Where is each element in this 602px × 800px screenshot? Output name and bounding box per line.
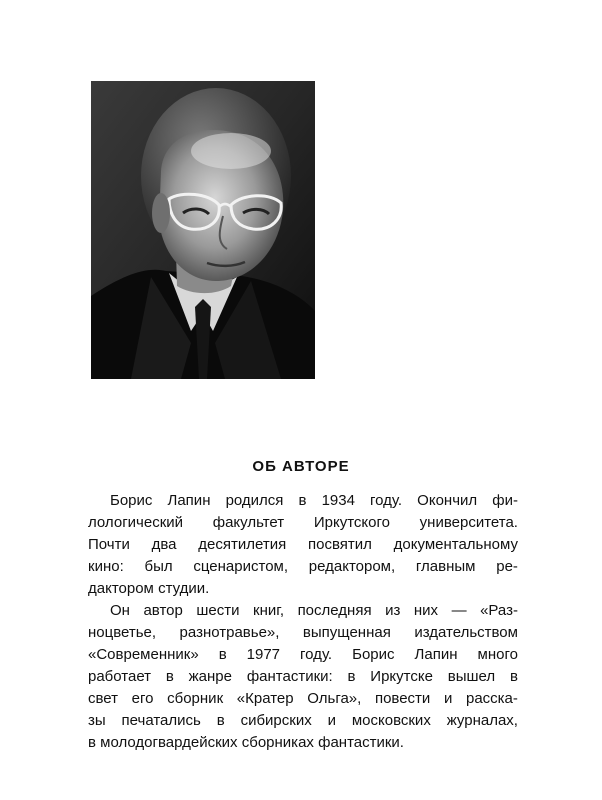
text-line (88, 512, 518, 534)
word: автор (143, 602, 183, 619)
word: в (347, 668, 356, 685)
word: университета. (419, 514, 518, 531)
word: московских (351, 712, 431, 729)
word: молодогвардейских (100, 734, 238, 751)
word: родился (225, 492, 284, 509)
text-line (88, 710, 518, 732)
word: году. (370, 492, 403, 509)
word: печатались (121, 712, 201, 729)
author-bio-text (88, 490, 518, 754)
word: кино: (88, 558, 124, 575)
word: фантастики: (246, 668, 333, 685)
word: шести (196, 602, 240, 619)
word: Ольга», (307, 690, 362, 707)
word: 1934 (321, 492, 355, 509)
text-line (88, 622, 518, 644)
word: работает (88, 668, 152, 685)
text-line (88, 490, 518, 512)
word: зы (88, 712, 106, 729)
word: главным (415, 558, 476, 575)
word: разнотравье», (179, 624, 280, 641)
word: фантастики. (318, 734, 404, 751)
word: в (165, 668, 174, 685)
word: сборниках (241, 734, 314, 751)
word: Лапин (414, 646, 458, 663)
word: редактором, (308, 558, 396, 575)
word: ре- (496, 558, 518, 575)
word: из (385, 602, 401, 619)
text-line (88, 732, 518, 754)
word: и (327, 712, 336, 729)
portrait-image (91, 81, 315, 379)
word: сибирских (240, 712, 312, 729)
text-line (88, 556, 518, 578)
word: посвятил (308, 536, 372, 553)
word: последняя (297, 602, 372, 619)
word: книг, (253, 602, 285, 619)
word: жанре (188, 668, 232, 685)
word: студии. (158, 580, 210, 597)
author-portrait-photo (91, 81, 315, 379)
word: фи- (492, 492, 518, 509)
word: был (144, 558, 173, 575)
word: расска- (465, 690, 518, 707)
word: Он (110, 602, 130, 619)
word: документальному (393, 536, 518, 553)
word: дактором (88, 580, 154, 597)
text-line (88, 534, 518, 556)
word: Лапин (167, 492, 211, 509)
text-line (88, 666, 518, 688)
word: ноцветье, (88, 624, 157, 641)
word: году. (300, 646, 333, 663)
word: издательством (414, 624, 518, 641)
word: лологический (88, 514, 184, 531)
word: журналах, (446, 712, 518, 729)
word: в (216, 712, 225, 729)
word: в (298, 492, 307, 509)
word: них (413, 602, 439, 619)
word: — (451, 602, 467, 619)
word: повести (374, 690, 431, 707)
word: Борис (352, 646, 395, 663)
word: Борис (110, 492, 153, 509)
section-heading: ОБ АВТОРЕ (252, 458, 350, 475)
text-line (88, 644, 518, 666)
word: свет (88, 690, 119, 707)
word: сборник (167, 690, 224, 707)
word: в (509, 668, 518, 685)
word: в (88, 734, 96, 751)
word: много (477, 646, 518, 663)
word: «Современник» (88, 646, 199, 663)
word: факультет (212, 514, 285, 531)
text-line (88, 578, 518, 600)
word: Почти (88, 536, 130, 553)
word: Окончил (417, 492, 478, 509)
word: сценаристом, (193, 558, 289, 575)
word: вышел (447, 668, 496, 685)
text-line (88, 688, 518, 710)
word: два (151, 536, 177, 553)
word: его (131, 690, 154, 707)
word: и (443, 690, 453, 707)
word: выпущенная (302, 624, 391, 641)
word: «Кратер (236, 690, 294, 707)
text-line (88, 600, 518, 622)
word: Иркутского (313, 514, 390, 531)
word: в (218, 646, 227, 663)
word: «Раз- (480, 602, 518, 619)
word: десятилетия (198, 536, 287, 553)
word: Иркутске (370, 668, 433, 685)
word: 1977 (246, 646, 281, 663)
